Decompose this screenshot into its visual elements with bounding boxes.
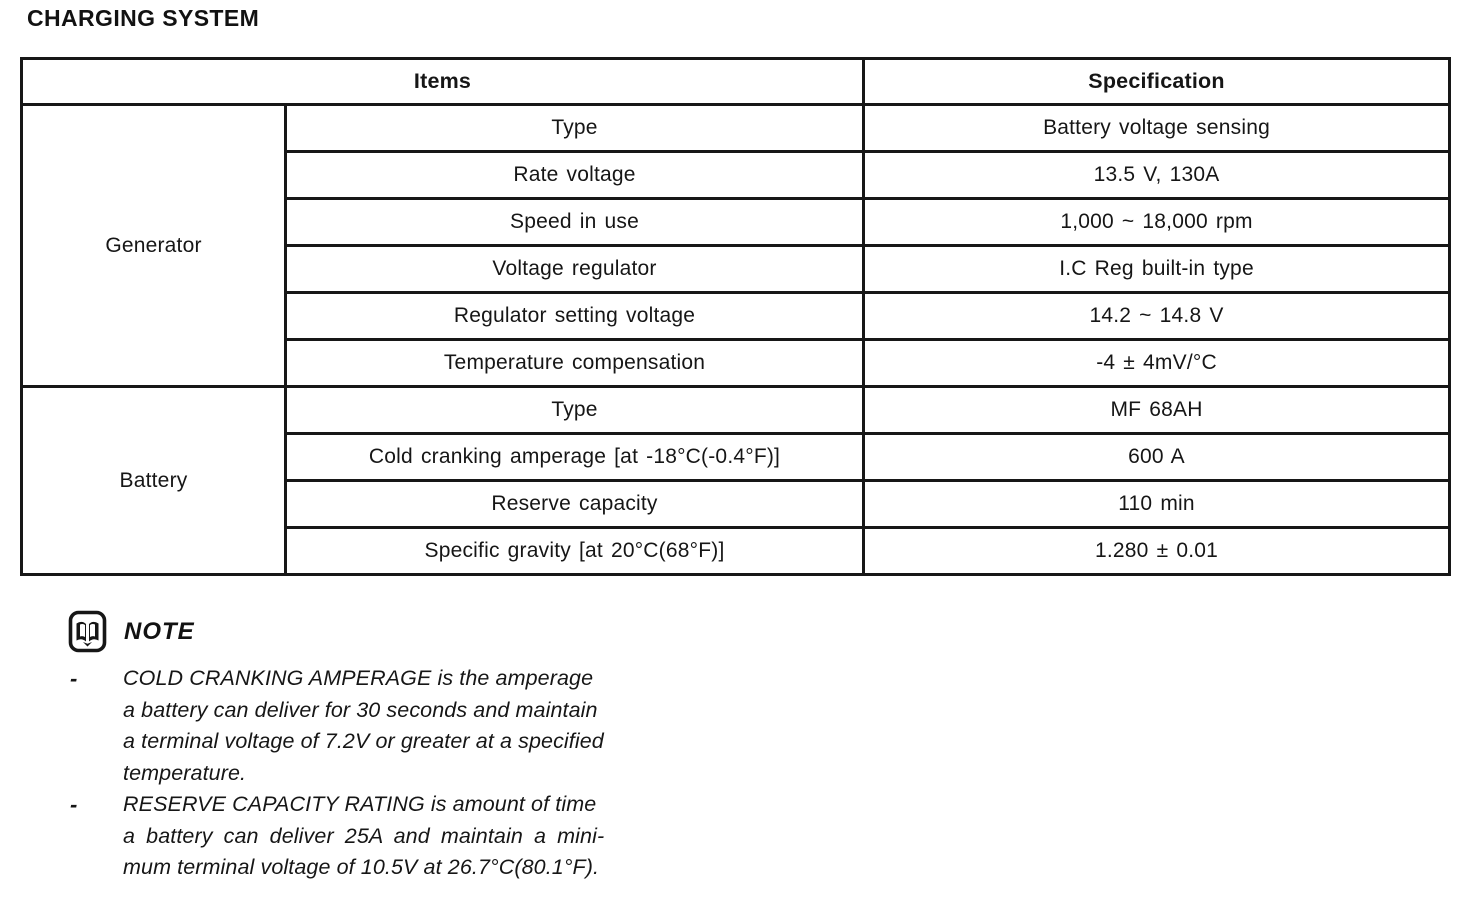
open-book-icon (68, 610, 107, 653)
spec-cell: MF 68AH (864, 387, 1450, 434)
item-cell: Voltage regulator (286, 246, 864, 293)
note-label: NOTE (124, 617, 195, 645)
item-cell: Reserve capacity (286, 481, 864, 528)
note-text-line: a terminal voltage of 7.2V or greater at a specified (123, 729, 604, 753)
items-column-header: Items (22, 59, 864, 105)
item-cell: Rate voltage (286, 152, 864, 199)
spec-cell: I.C Reg built-in type (864, 246, 1450, 293)
item-cell: Type (286, 387, 864, 434)
item-cell: Temperature compensation (286, 340, 864, 387)
spec-cell: Battery voltage sensing (864, 105, 1450, 152)
item-cell: Specific gravity [at 20°C(68°F)] (286, 528, 864, 575)
spec-cell: 13.5 V, 130A (864, 152, 1450, 199)
note-header (68, 610, 195, 653)
note-list (68, 663, 728, 884)
note-item (68, 663, 728, 789)
note-text-line: a battery can deliver 25A and maintain a mini- (123, 823, 605, 848)
spec-cell: 1,000 ~ 18,000 rpm (864, 199, 1450, 246)
group-cell-generator: Generator (22, 105, 286, 387)
charging-system-spec-table (20, 57, 1451, 576)
note-text-line: temperature. (123, 760, 247, 785)
table-row (22, 387, 1450, 434)
group-cell-battery: Battery (22, 387, 286, 575)
item-cell: Speed in use (286, 199, 864, 246)
note-bullet-dash: - (70, 666, 78, 691)
note-text-line: RESERVE CAPACITY RATING is amount of time (123, 792, 597, 816)
spec-cell: -4 ± 4mV/°C (864, 340, 1450, 387)
item-cell: Cold cranking amperage [at -18°C(-0.4°F)] (286, 434, 864, 481)
spec-cell: 14.2 ~ 14.8 V (864, 293, 1450, 340)
note-item (68, 789, 728, 884)
spec-cell: 110 min (864, 481, 1450, 528)
item-cell: Type (286, 105, 864, 152)
page-title: CHARGING SYSTEM (27, 5, 260, 31)
note-text-line: a battery can deliver for 30 seconds and maintain (123, 697, 598, 722)
table-row (22, 105, 1450, 152)
item-cell: Regulator setting voltage (286, 293, 864, 340)
note-text-line: COLD CRANKING AMPERAGE is the amperage (123, 666, 594, 690)
spec-cell: 1.280 ± 0.01 (864, 528, 1450, 575)
specification-column-header: Specification (864, 59, 1450, 105)
spec-cell: 600 A (864, 434, 1450, 481)
note-bullet-dash: - (70, 792, 78, 817)
table-header-row (22, 59, 1450, 105)
note-text-line: mum terminal voltage of 10.5V at 26.7°C(80.1°F). (123, 855, 600, 879)
